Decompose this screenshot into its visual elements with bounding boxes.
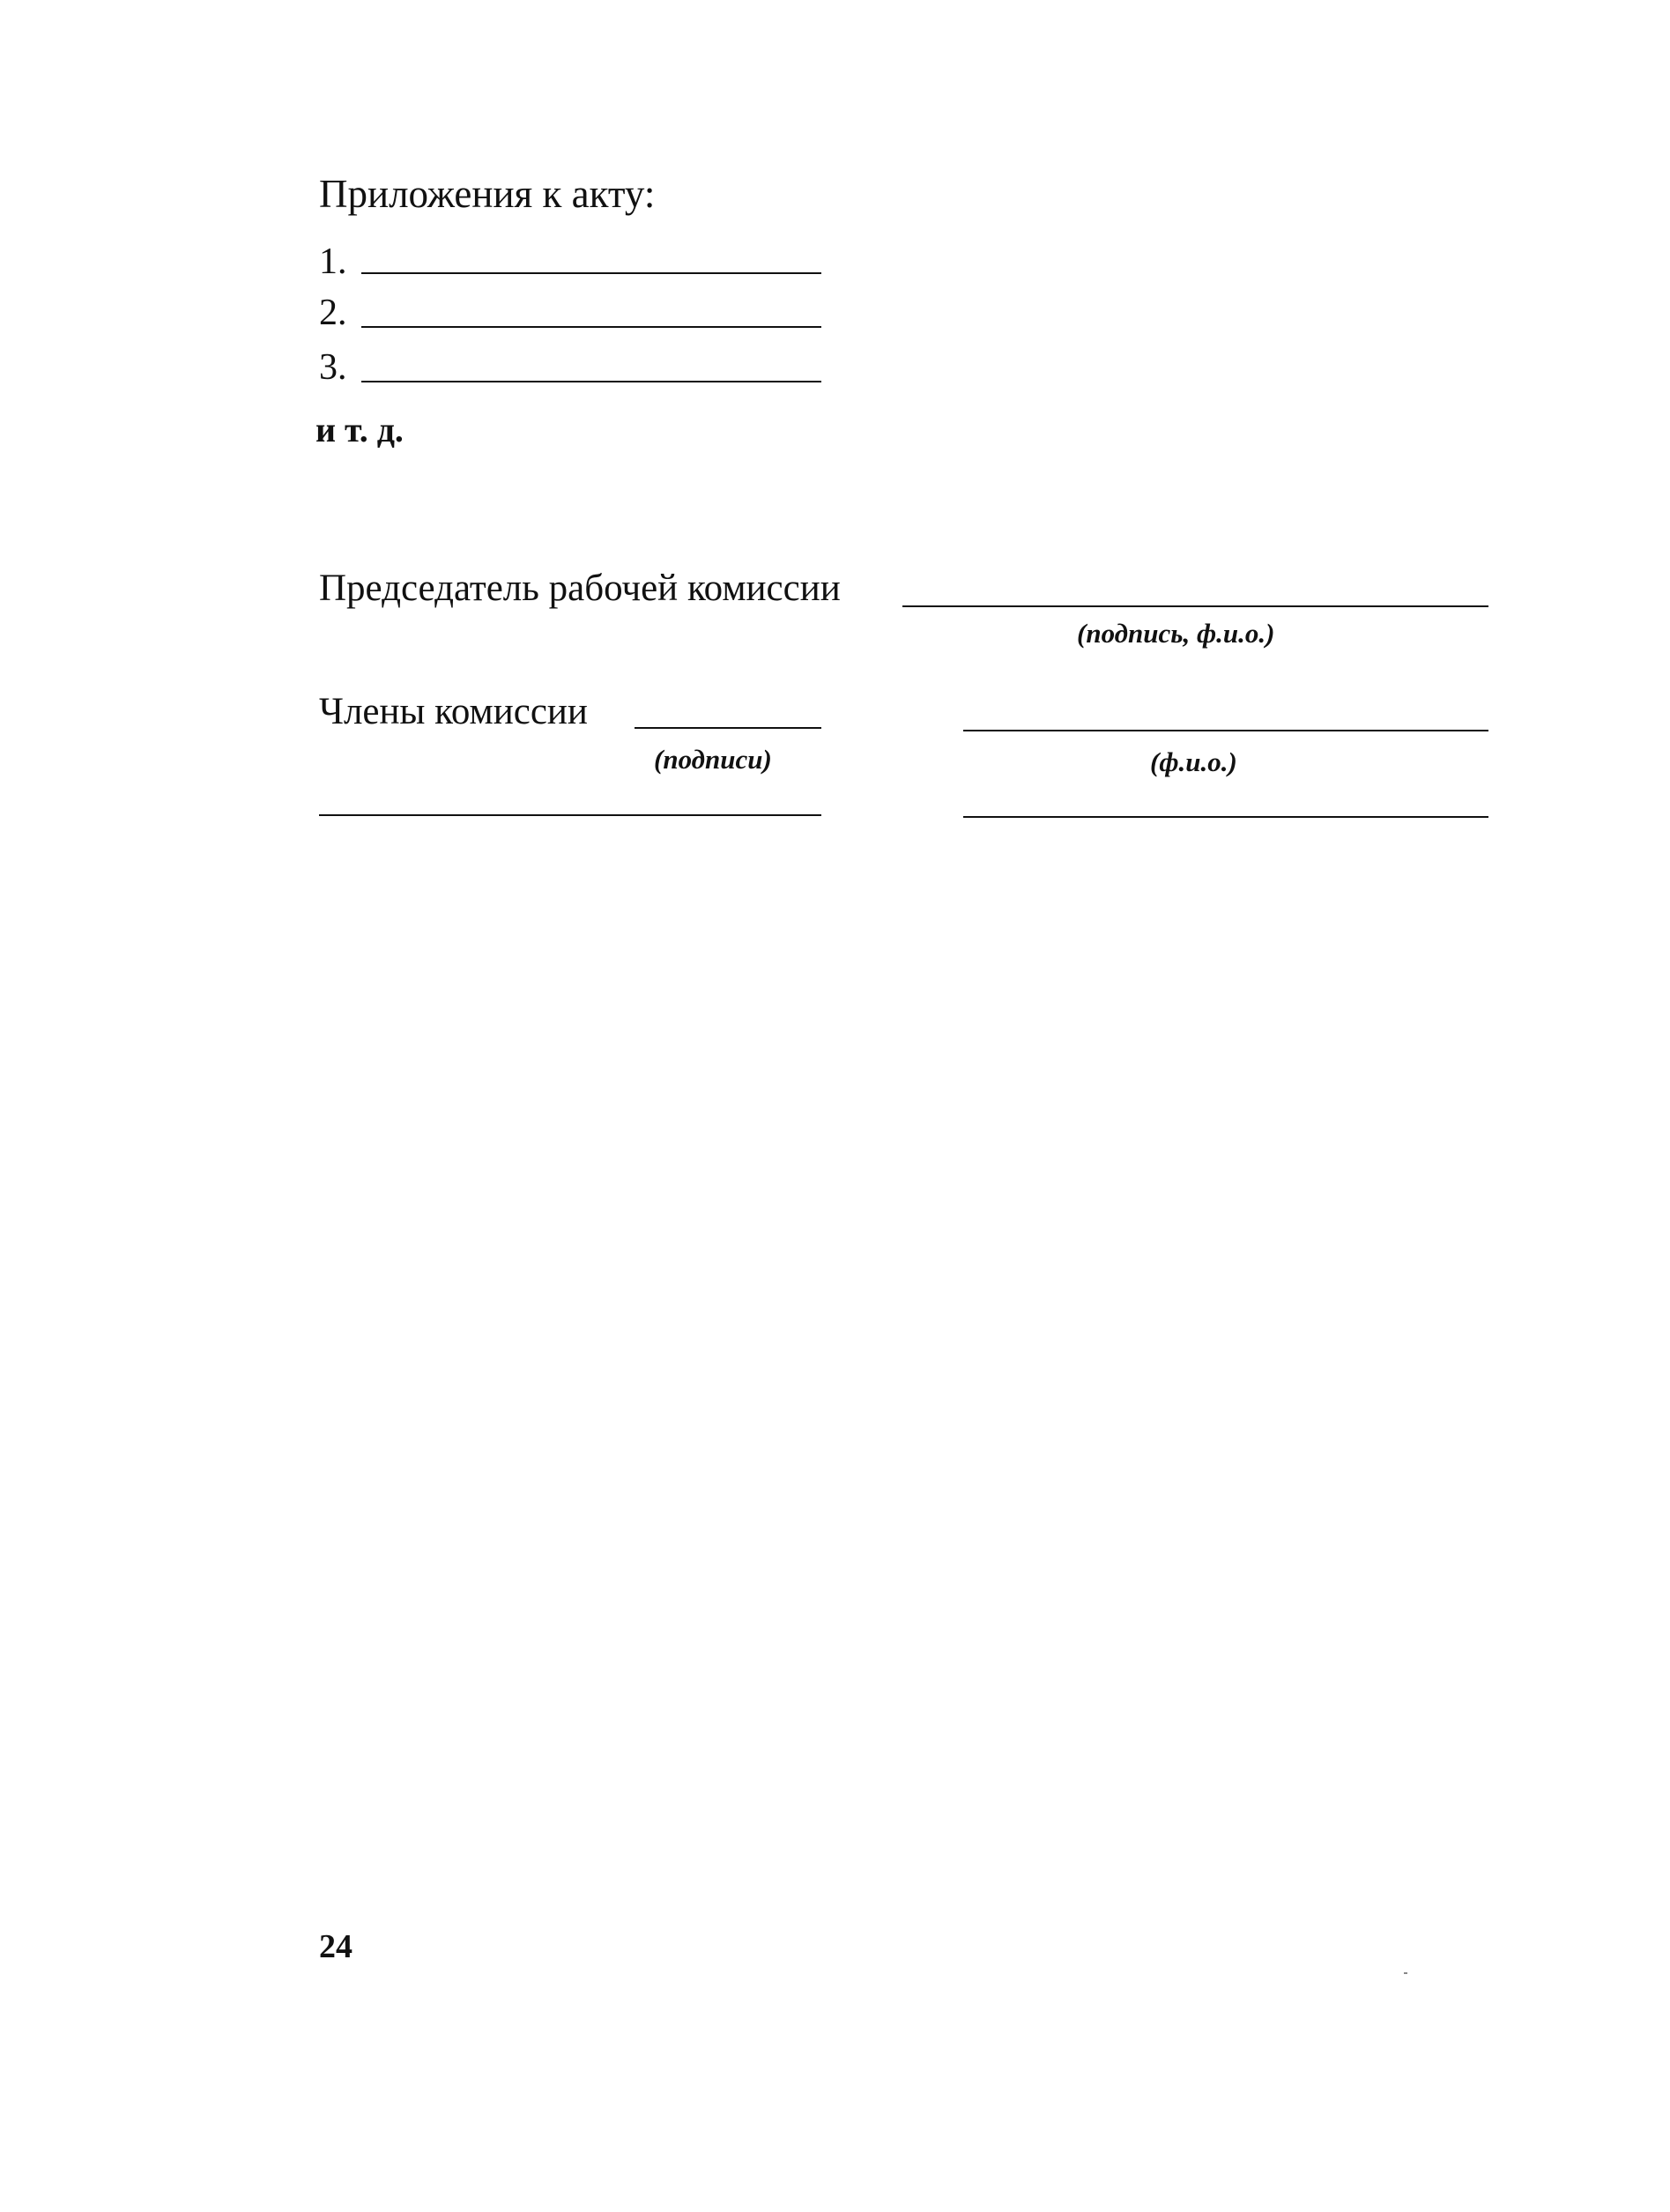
chairman-signature-line [902,605,1488,607]
appendix-item-1-number: 1. [319,241,347,282]
chairman-label: Председатель рабочей комиссии [319,568,841,609]
members-names-caption: (ф.и.о.) [1150,746,1237,777]
page-number: 24 [319,1928,353,1965]
members-name-line-2 [963,816,1488,818]
members-signature-line [635,727,821,729]
appendices-heading: Приложения к акту: [319,172,656,216]
appendix-item-1-blank [361,272,821,274]
scan-speck [1404,1972,1407,1974]
appendix-item-2-blank [361,326,821,328]
chairman-caption: (подпись, ф.и.о.) [1077,618,1275,649]
members-signatures-caption: (подписи) [654,744,772,775]
appendix-item-3-number: 3. [319,347,347,388]
members-signature-line-2 [319,814,821,816]
members-name-line [963,730,1488,731]
members-label: Члены комиссии [319,691,588,732]
appendices-etc: и т. д. [315,410,404,449]
appendix-item-3-blank [361,381,821,382]
appendix-item-2-number: 2. [319,293,347,333]
